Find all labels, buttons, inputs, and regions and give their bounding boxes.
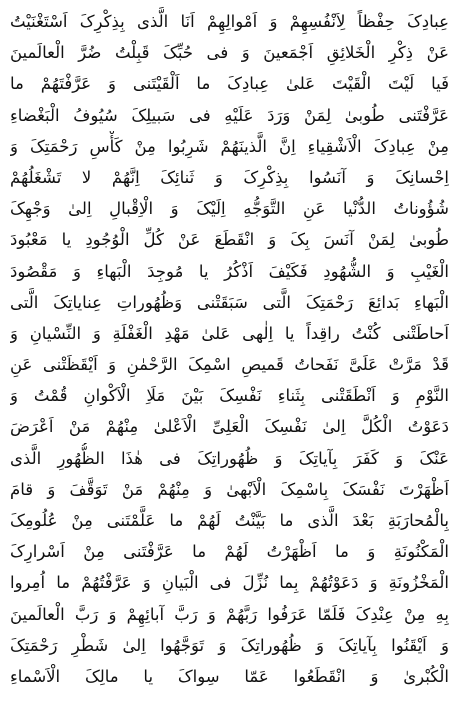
text-line: دَعَوْتُ الْکُلَّ اِلیٰ نَفْسِکَ الْعَلِیِّ الْاَعْلیٰ مِنْهُمْ مَنْ اَعْرَضَ [10,417,449,437]
text-line: عَنْ ذِکْرِ الْخَلائِقِ اَجْمَعینَ وَ فی حُبِّکَ قَبِلْتُ ضُرَّ الْعالَمینَ [10,43,449,63]
text-line: عَرَّفْتَنی طُوبیٰ لِمَنْ وَرَدَ عَلَیْهِ فی سَبیلِکَ سُیُوفُ الْبَغْضاءِ [10,105,449,125]
text-line: الْبَهاءِ بَدائِعَ رَحْمَتِکَ الَّتی سَبَقَتْنی وَظُهُوراتِ عِنایاتِکَ الَّتی [10,292,449,312]
text-line: الْمَکْنُونَةِ وَ ما اَظْهَرْتُ لَهُمْ ما عَرَّفْتَنی مِنْ اَسْرارِکَ [10,542,449,562]
text-line: قَدْ مَرَّتْ عَلَیَّ نَفَحاتُ قَمیصِ اسْمِکَ الرَّحْمٰنِ وَ اَیْقَظَتْنی عَنِ [10,355,449,375]
text-line: بِهِ مِنْ عِنْدِکَ فَلَمّا عَرَفُوا رَبَّهُمْ وَ رَبَّ آبائِهِمْ وَ رَبَّ الْعالَمینَ [10,604,449,624]
text-line: طُوبیٰ لِمَنْ آنَسَ بِکَ وَ انْقَطَعَ عَنْ کُلِّ الْوُجُودِ یا مَعْبُودَ [10,230,449,250]
text-line: النَّوْمِ وَ اَنْطَقَتْنی بِثَناءِ نَفْسِکَ بَیْنَ مَلَاِ الْاَکْوانِ قُمْتُ وَ [10,386,449,406]
text-line: اِحْسانِکَ وَ آنَسُوا بِذِکْرِکَ وَ ثَنائِکَ اِنَّهُمْ لا تَشْغَلُهُمْ [10,167,449,187]
text-line: عَنْکَ وَ کَفَرَ بِآیاتِکَ وَ ظُهُوراتِکَ فی هٰذَا الظُّهُورِ الَّذی [10,448,449,468]
text-line: فَیا لَیْتَ الْقَیْتَ عَلیٰ عِبادِکَ ما اَلْقَیْتَنی وَ عَرَّفْتَهُمْ ما [10,74,449,94]
text-line: اَظْهَرْتَ نَفْسَکَ بِاسْمِکَ الْاَبْهیٰ وَ مِنْهُمْ مَنْ تَوَقَّفَ وَ قامَ [10,479,449,499]
text-line: بِالْمُحارَبَةِ بَعْدَ الَّذی ما بَیَّنْتُ لَهُمْ ما عَلَّمْتَنی مِنْ عُلُومِکَ [10,511,449,530]
text-line: اَحاطَتْنی کُنْتُ راقِداً یا اِلٰهی عَلیٰ مَهْدِ الْغَفْلَةِ وَ النِّسْیانِ وَ [10,323,449,343]
text-line: وَ اَیْقَنُوا بِآیاتِکَ وَ ظُهُوراتِکَ وَ تَوَجَّهُوا اِلیٰ شَطْرِ رَحْمَتِکَ [10,635,449,655]
text-line: الْغَیْبِ وَ الشُّهُودِ فَکَیْفَ اَذْکُرُ یا مُوجِدَ الْبَهاءِ وَ مَقْصُودَ [10,261,449,281]
text-line: مِنْ عِبادِکَ الْاَشْقِیاءِ اِنَّ الَّذینَهُمْ شَرِبُوا مِنْ کَأْسِ رَحْمَتِکَ وَ [10,136,449,156]
text-line: الْکُبْریٰ وَ انْقَطَعُوا عَمّا سِواکَ یا مالِکَ الْاَسْماءِ [10,666,449,686]
text-line: عِبادِکَ حِفْظاً لِاَنْفُسِهِمْ وَ اَمْوالِهِمْ اَنَا الَّذی بِذِکْرِکَ اَسْتَغْنَیْتُ [10,12,449,31]
prayer-text [10,6,449,692]
text-line: الْمَخْزُونَةِ وَ دَعَوْتُهُمْ بِما نُزِّلَ فی الْبَیانِ وَ عَرَّفْتُهُمْ ما اُمِروا [10,573,449,593]
text-line: شُؤُوناتُ الدُّنْیا عَنِ التَّوَجُّهِ اِلَیْکَ وَ الْاِقْبالِ اِلیٰ وَجْهِکَ [10,199,449,219]
